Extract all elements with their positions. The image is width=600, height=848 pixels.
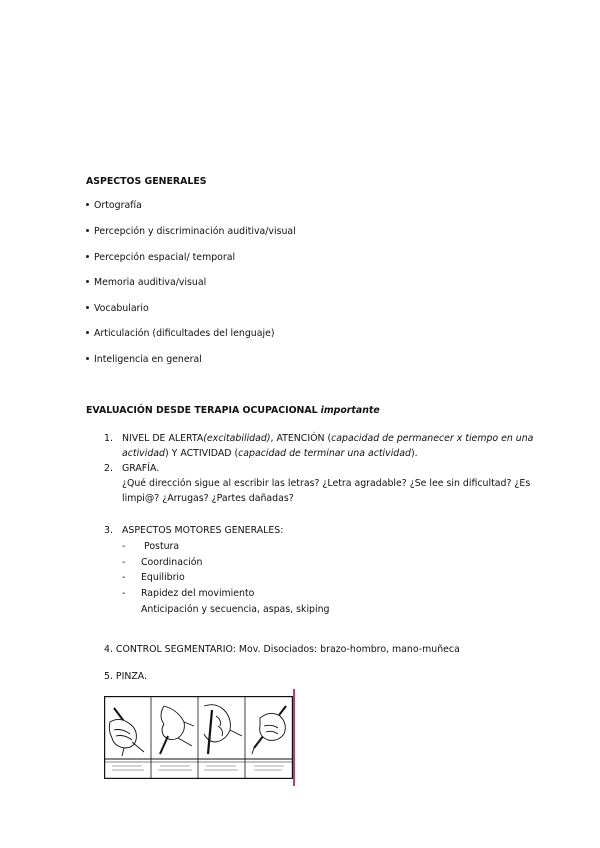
subitem-extra: Anticipación y secuencia, aspas, skiping bbox=[141, 604, 330, 615]
subitem-coordinacion: Coordinación bbox=[141, 557, 203, 568]
subitem-rapidez: Rapidez del movimiento bbox=[141, 588, 255, 599]
pencil-grip-illustration bbox=[104, 696, 293, 779]
subitem-postura: Postura bbox=[144, 541, 180, 552]
bullet-icon bbox=[86, 255, 89, 258]
list-item: Ortografía bbox=[86, 200, 142, 211]
list-item: Inteligencia en general bbox=[86, 354, 202, 365]
item-3-title: ASPECTOS MOTORES GENERALES: bbox=[122, 525, 284, 536]
item-4-control-segmentario: 4. CONTROL SEGMENTARIO: Mov. Disociados: brazo-hombro, mano-muñeca bbox=[104, 644, 460, 655]
item-1-line-2: actividad) Y ACTIVIDAD (capacidad de terminar una actividad). bbox=[122, 448, 418, 459]
subitem-equilibrio: Equilibrio bbox=[141, 572, 185, 583]
dash-icon: - bbox=[122, 557, 126, 568]
bullet-icon bbox=[86, 331, 89, 334]
item-2-line-1: ¿Qué dirección sigue al escribir las letras? ¿Letra agradable? ¿Se lee sin dificultad? ¿Es bbox=[122, 478, 531, 489]
item-number: 2. bbox=[104, 463, 113, 474]
item-1-line-1: NIVEL DE ALERTA(excitabilidad), ATENCIÓN (capacidad de permanecer x tiempo en una bbox=[122, 433, 534, 444]
list-item: Memoria auditiva/visual bbox=[86, 277, 206, 288]
section-title-evaluacion: EVALUACIÓN DESDE TERAPIA OCUPACIONAL importante bbox=[86, 405, 380, 416]
item-number: 3. bbox=[104, 525, 113, 536]
dash-icon: - bbox=[122, 572, 126, 583]
dash-icon: - bbox=[122, 588, 126, 599]
bullet-icon bbox=[86, 357, 89, 360]
list-item: Articulación (dificultades del lenguaje) bbox=[86, 328, 275, 339]
bullet-icon bbox=[86, 280, 89, 283]
item-number: 1. bbox=[104, 433, 113, 444]
accent-divider bbox=[293, 689, 295, 786]
list-item: Vocabulario bbox=[86, 303, 149, 314]
section-title-aspectos-generales: ASPECTOS GENERALES bbox=[86, 176, 207, 187]
bullet-icon bbox=[86, 229, 89, 232]
bullet-icon bbox=[86, 203, 89, 206]
item-2-line-2: limpi@? ¿Arrugas? ¿Partes dañadas? bbox=[122, 493, 294, 504]
list-item: Percepción y discriminación auditiva/visual bbox=[86, 226, 296, 237]
item-2-title: GRAFÍA. bbox=[122, 463, 160, 474]
dash-icon: - bbox=[122, 541, 126, 552]
list-item: Percepción espacial/ temporal bbox=[86, 252, 235, 263]
bullet-icon bbox=[86, 306, 89, 309]
item-5-pinza: 5. PINZA. bbox=[104, 671, 148, 682]
